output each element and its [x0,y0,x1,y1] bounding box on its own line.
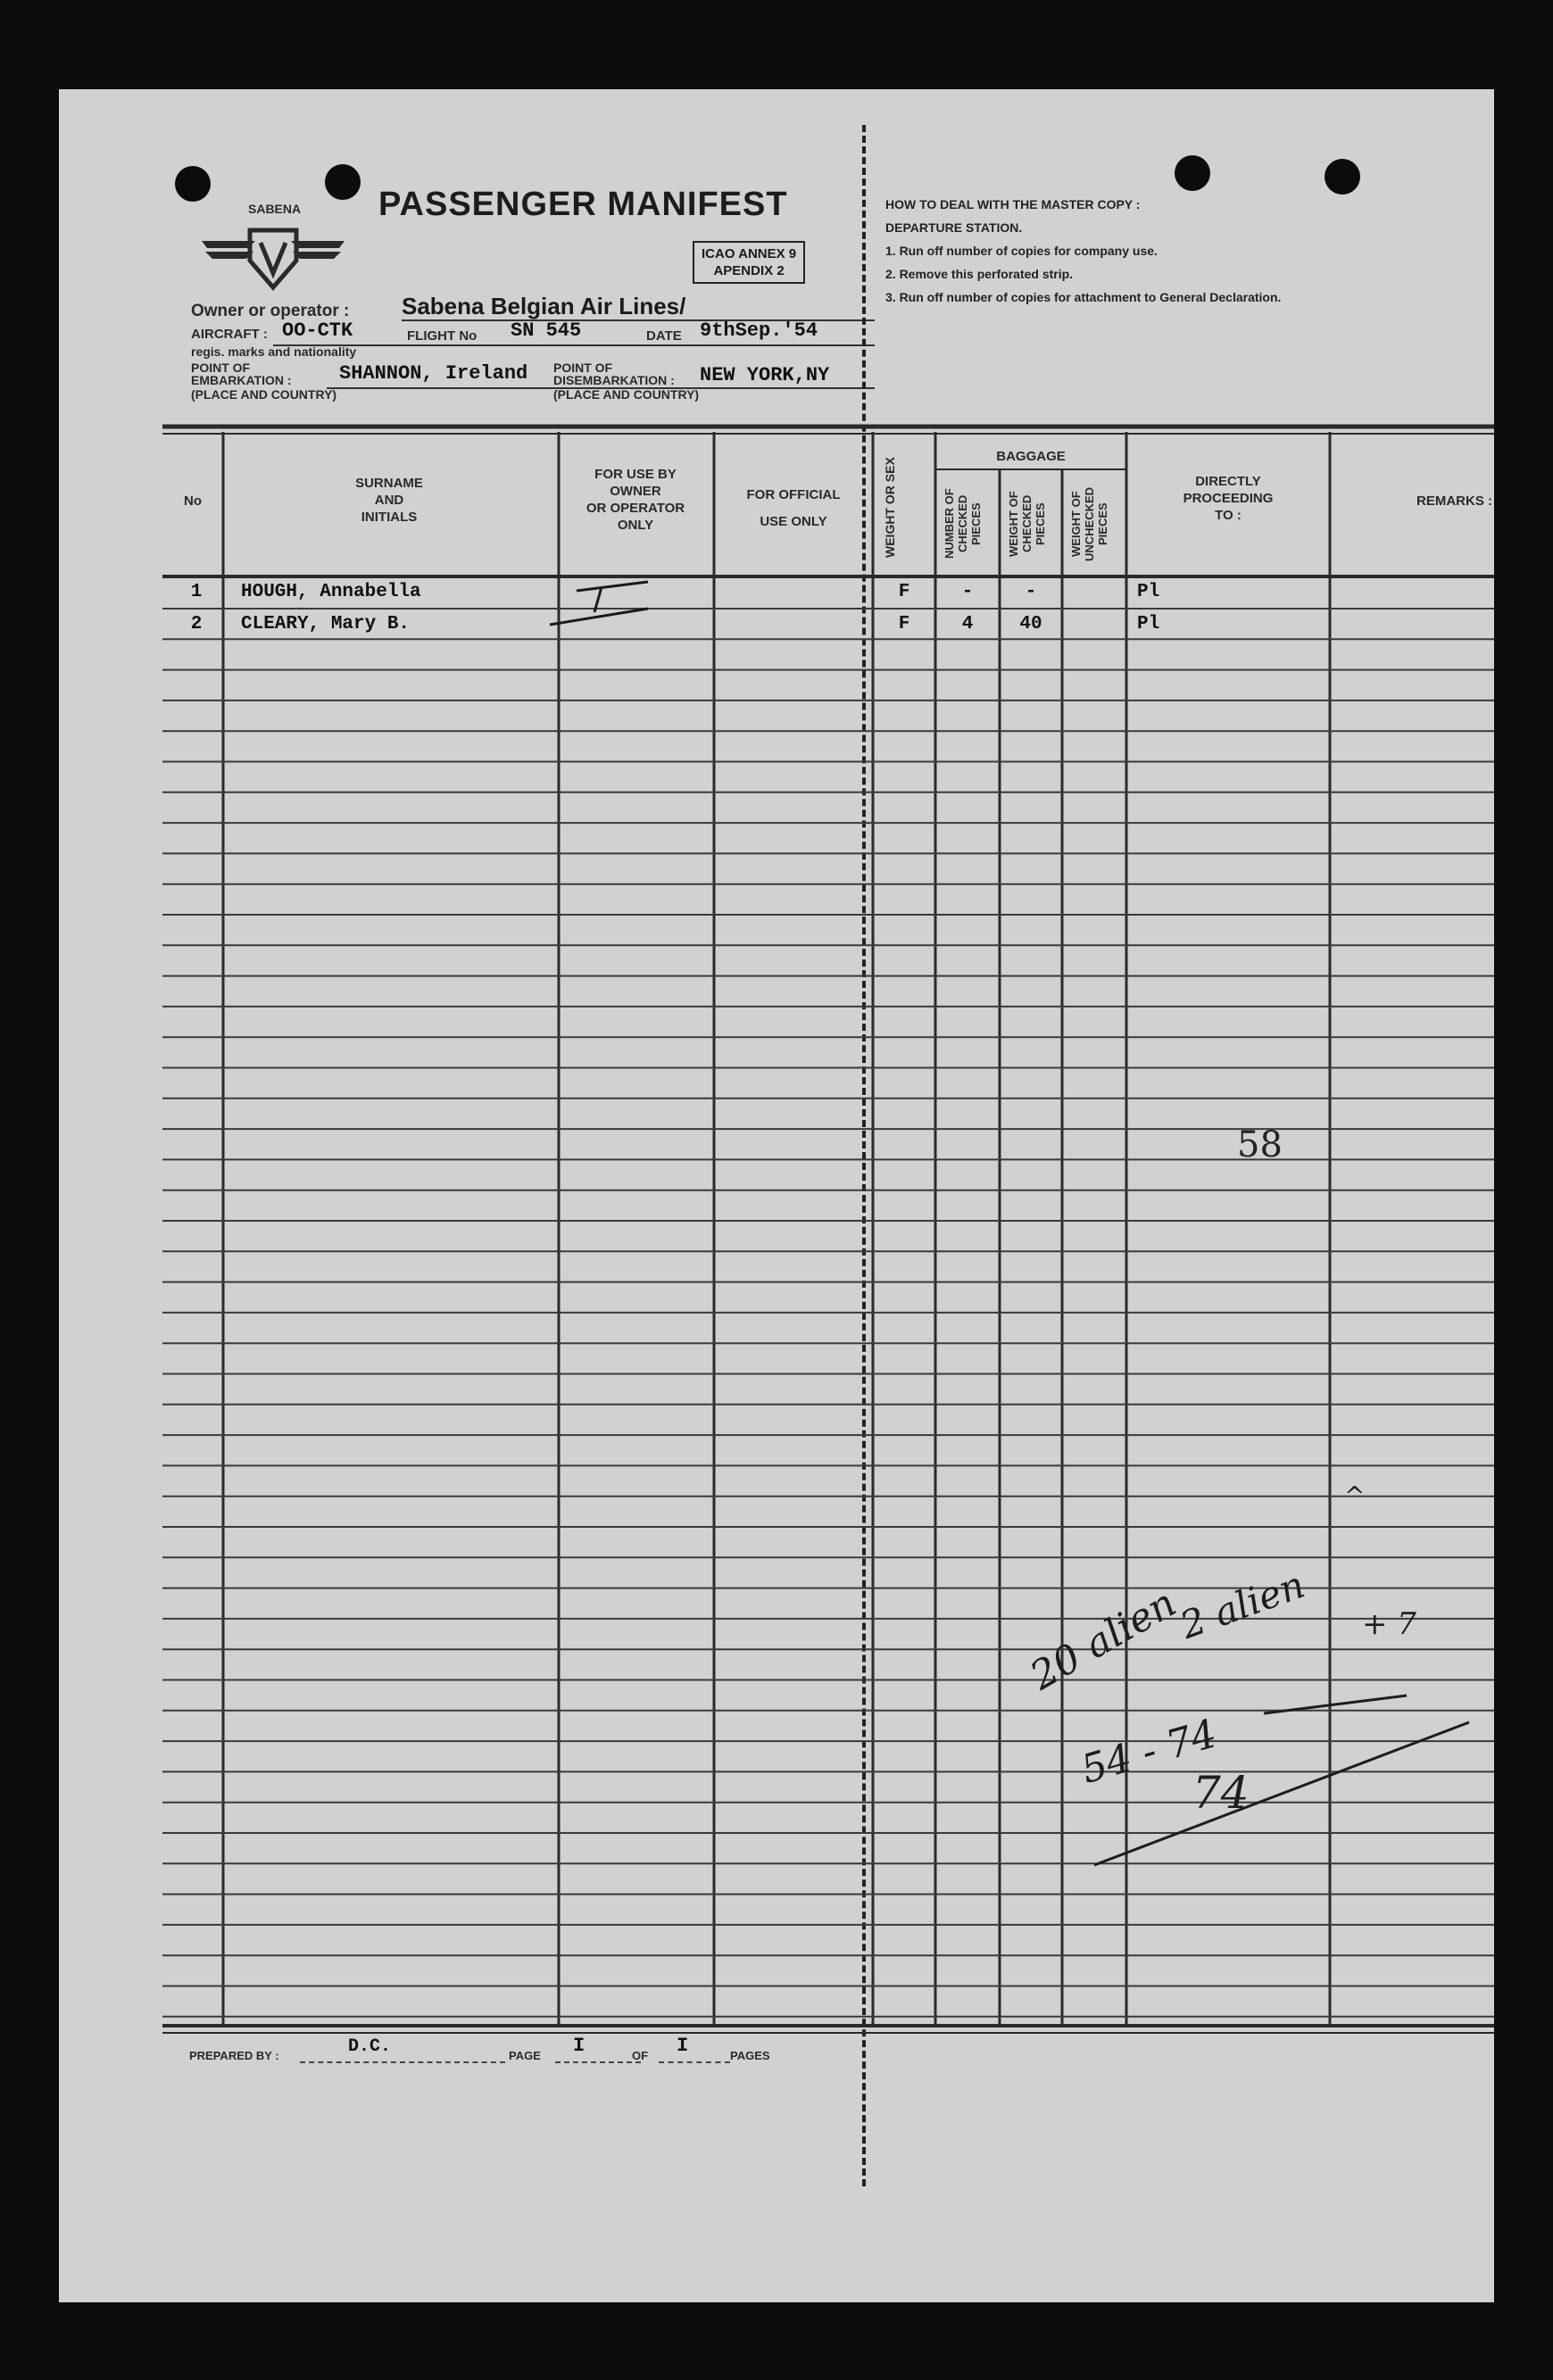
disembark-label-2: DISEMBARKATION : [553,373,675,387]
col-header-weight-sex: WEIGHT OR SEX [883,457,897,559]
aircraft-value: OO-CTK [282,319,353,342]
col-header-owner-use: FOR USE BY OWNER OR OPERATOR ONLY [585,467,685,533]
instruction-item: 1. Run off number of copies for company use. [885,244,1158,258]
col-header-wt-unchecked: WEIGHT OF UNCHECKED PIECES [1069,486,1109,561]
instructions-sub: DEPARTURE STATION. [885,220,1023,235]
date-label: DATE [646,328,682,344]
prepared-label: PREPARED BY : [189,2049,279,2062]
manifest-grid [59,89,1494,2302]
of-label: OF [632,2049,649,2062]
col-header-official: FOR OFFICIAL USE ONLY [746,487,841,529]
row-1-name: HOUGH, Annabella [241,582,421,602]
instruction-item: 2. Remove this perforated strip. [885,267,1074,281]
flight-label: FLIGHT No [407,328,478,344]
col-header-remarks: REMARKS : [1416,493,1492,509]
row-1-no: 1 [190,582,203,602]
handwritten-note-2: 2 alien [1175,1562,1310,1648]
icao-line-1: ICAO ANNEX 9 [702,246,797,261]
logo-text: SABENA [248,202,302,216]
row-2-no: 2 [190,614,203,634]
page-underline [555,2061,641,2063]
manifest-sheet [59,89,1494,2302]
stamp-number: 58 [1237,1124,1283,1165]
embark-sub: (PLACE AND COUNTRY) [191,387,337,402]
of-underline [659,2061,730,2063]
row-2-pieces: 4 [961,614,974,634]
page-title: PASSENGER MANIFEST [378,186,788,223]
row-1-sex: F [898,582,910,602]
col-header-num-checked: NUMBER OF CHECKED PIECES [943,488,983,560]
flight-value: SN 545 [511,319,582,342]
of-value: I [677,2035,689,2057]
col-header-surname: SURNAME AND INITIALS [355,476,423,525]
icao-line-2: APENDIX 2 [713,263,785,278]
col-header-directly: DIRECTLY PROCEEDING TO : [1183,474,1274,523]
handwritten-strike [1085,1606,1478,1874]
prepared-value: D.C. [348,2036,392,2057]
handwritten-note-5: + 7 [1362,1606,1416,1642]
handwritten-caret: ^ [1344,1481,1366,1511]
disembark-sub: (PLACE AND COUNTRY) [553,387,700,402]
handwritten-ticks [523,571,702,643]
page-label: PAGE [509,2049,541,2062]
row-2-name: CLEARY, Mary B. [241,614,411,634]
embark-label-2: EMBARKATION : [191,373,292,387]
aircraft-label: AIRCRAFT : [191,327,268,342]
pages-label: PAGES [730,2049,770,2062]
aircraft-sublabel: regis. marks and nationality [191,344,357,359]
handwritten-note-4: 74 [1192,1767,1250,1819]
col-header-no: No [184,493,202,509]
prepared-underline [300,2061,505,2063]
row-1-to: Pl [1137,582,1160,602]
row-1-weight: - [1025,582,1037,602]
date-value: 9thSep.'54 [700,319,818,342]
owner-label: Owner or operator : [191,302,350,320]
row-1-pieces: - [961,582,974,602]
handwritten-note-3: 54 - 74 [1076,1711,1222,1794]
handwritten-note-1: 20 alien [1023,1580,1184,1700]
instructions-heading: HOW TO DEAL WITH THE MASTER COPY : [885,197,1141,211]
instruction-item: 3. Run off number of copies for attachment to General Declaration. [885,290,1282,304]
disembark-value: NEW YORK,NY [700,364,830,386]
row-2-to: Pl [1137,614,1160,634]
embark-label-1: POINT OF [191,361,251,375]
page-value: I [573,2035,585,2057]
col-header-wt-checked: WEIGHT OF CHECKED PIECES [1007,491,1047,557]
row-2-weight: 40 [1019,614,1042,634]
col-header-baggage: BAGGAGE [996,449,1066,464]
embark-value: SHANNON, Ireland [339,362,528,385]
row-2-sex: F [898,614,910,634]
disembark-label-1: POINT OF [553,361,613,375]
owner-value: Sabena Belgian Air Lines/ [402,293,686,319]
